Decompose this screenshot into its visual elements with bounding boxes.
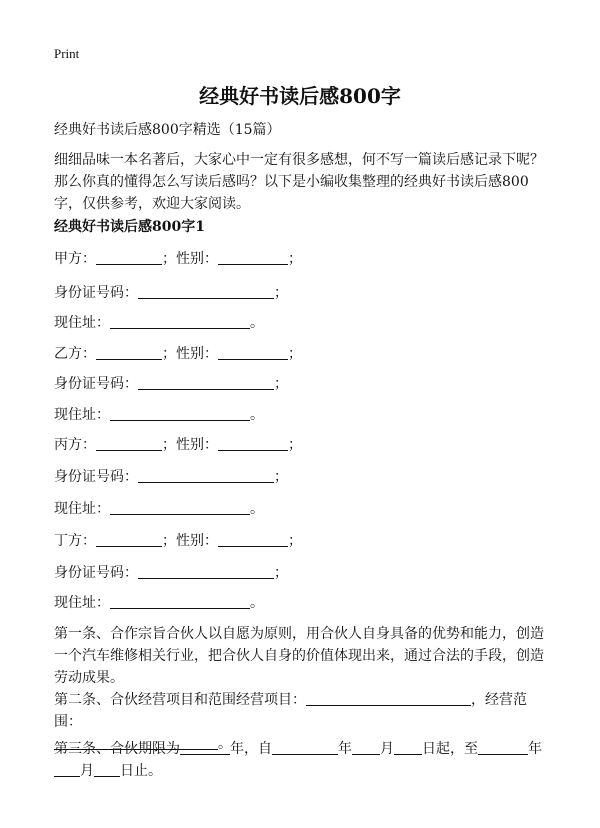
party-a-name-blank <box>96 250 162 265</box>
end-year-blank <box>478 740 528 755</box>
party-b-row <box>54 343 302 365</box>
party-a-id-blank <box>138 284 274 299</box>
clause-2-text: 第二条、合伙经营项目和范围经营项目： <box>54 692 306 708</box>
party-d-address-blank <box>110 594 250 609</box>
party-c-id-blank <box>138 468 274 483</box>
party-b-label: 乙方： <box>54 346 96 362</box>
id-label: 身份证号码： <box>54 376 138 392</box>
party-c-row <box>54 434 302 456</box>
print-link[interactable]: Print <box>54 46 80 61</box>
party-a-address-row <box>54 312 264 334</box>
period: 。 <box>218 736 232 752</box>
party-a-gender-blank <box>218 250 288 265</box>
party-c-name-blank <box>96 436 162 451</box>
party-b-id-row <box>54 373 288 395</box>
party-d-id-row <box>54 562 288 584</box>
party-c-gender-blank <box>218 436 288 451</box>
id-label: 身份证号码： <box>54 285 138 301</box>
intro-paragraph: 细细品味一本名著后，大家心中一定有很多感想，何不写一篇读后感记录下呢？那么你真的懂得怎么写读后感吗？以下是小编收集整理的经典好书读后感800字，仅供参考，欢迎大家阅读。 <box>54 152 544 212</box>
document-title: 经典好书读后感800字 <box>199 84 401 108</box>
party-d-label: 丁方： <box>54 533 96 549</box>
clause-3-end: 日止。 <box>120 763 162 779</box>
party-b-name-blank <box>96 345 162 360</box>
gender-label: ；性别： <box>162 437 218 453</box>
party-d-row <box>54 530 302 552</box>
period: 。 <box>250 501 264 517</box>
party-b-id-blank <box>138 375 274 390</box>
clause-3-year: 年 <box>338 741 352 757</box>
party-d-name-blank <box>96 532 162 547</box>
party-a-label: 甲方： <box>54 251 96 267</box>
party-b-address-row <box>54 404 264 426</box>
semicolon: ； <box>288 346 302 362</box>
party-d-address-row <box>54 592 264 614</box>
party-a-id-row <box>54 282 288 304</box>
gender-label: ；性别： <box>162 251 218 267</box>
start-month-blank <box>352 740 380 755</box>
id-label: 身份证号码： <box>54 469 138 485</box>
clause-2-scope-label: ，经营范围： <box>54 692 527 730</box>
party-a-address-blank <box>110 314 250 329</box>
start-day-blank <box>394 740 422 755</box>
address-label: 现住址： <box>54 407 110 423</box>
semicolon: ； <box>288 437 302 453</box>
party-c-address-blank <box>110 500 250 515</box>
semicolon: ； <box>274 376 288 392</box>
end-day-blank <box>94 762 120 777</box>
clause-3 <box>54 738 548 782</box>
period: 。 <box>250 315 264 331</box>
clause-3-day-from: 日起，至 <box>422 741 478 757</box>
party-d-gender-blank <box>218 532 288 547</box>
business-project-blank <box>306 691 471 706</box>
start-year-blank <box>272 740 338 755</box>
semicolon: ； <box>288 533 302 549</box>
clause-3-month2: 月 <box>80 763 94 779</box>
section-heading: 经典好书读后感800字1 <box>54 219 205 235</box>
party-b-gender-blank <box>218 345 288 360</box>
party-d-id-blank <box>138 564 274 579</box>
semicolon: ； <box>288 251 302 267</box>
clause-3-month: 月 <box>380 741 394 757</box>
party-c-address-row <box>54 498 264 520</box>
term-years-blank <box>180 740 230 755</box>
party-b-address-blank <box>110 406 250 421</box>
semicolon: ； <box>274 469 288 485</box>
end-month-blank <box>54 762 80 777</box>
period: 。 <box>250 595 264 611</box>
semicolon: ； <box>274 285 288 301</box>
clause-3-year-from: 年，自 <box>230 741 272 757</box>
subtitle: 经典好书读后感800字精选（15篇） <box>54 122 281 138</box>
id-label: 身份证号码： <box>54 565 138 581</box>
party-c-id-row <box>54 466 288 488</box>
party-c-label: 丙方： <box>54 437 96 453</box>
address-label: 现住址： <box>54 315 110 331</box>
clause-3-year3: 年 <box>528 741 542 757</box>
period: 。 <box>250 407 264 423</box>
gender-label: ；性别： <box>162 346 218 362</box>
clause-1: 第一条、合作宗旨合伙人以自愿为原则，用合伙人自身具备的优势和能力，创造一个汽车维修相关行业，把合伙人自身的价值体现出来，通过合法的手段，创造劳动成果。 <box>54 626 544 686</box>
party-a-row <box>54 248 302 270</box>
address-label: 现住址： <box>54 501 110 517</box>
clause-3-text: 第三条、合伙期限为 <box>54 741 180 757</box>
address-label: 现住址： <box>54 595 110 611</box>
gender-label: ；性别： <box>162 533 218 549</box>
semicolon: ； <box>274 565 288 581</box>
